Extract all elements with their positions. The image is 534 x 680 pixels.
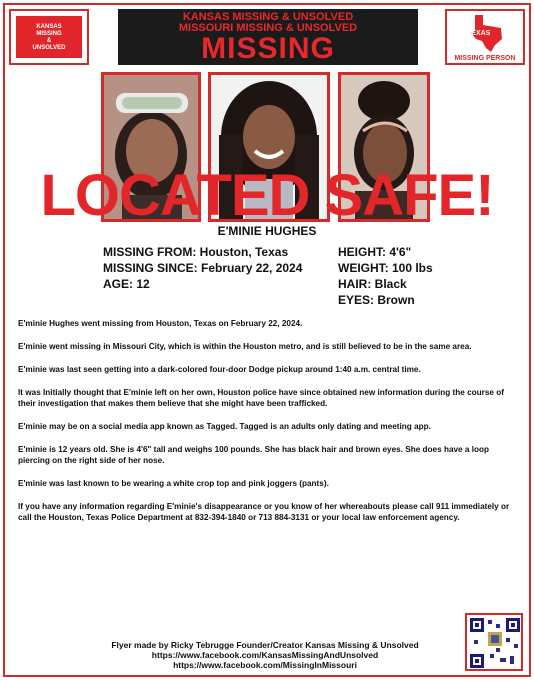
weight: WEIGHT: 100 lbs	[338, 261, 433, 275]
description-paragraph: It was Initially thought that E'minie left on her own, Houston police have since obtained new information during the course of their investigation that makes them believe that she might have been trafficked.	[18, 388, 504, 408]
logo-line: KANSAS	[36, 24, 62, 30]
description-paragraph: E'minie may be on a social media app known as Tagged. Tagged is an adults only dating and meeting app.	[18, 422, 431, 431]
missing-details	[103, 244, 302, 292]
banner-line-1: KANSAS MISSING & UNSOLVED	[182, 11, 354, 23]
banner-line-2: MISSOURI MISSING & UNSOLVED	[178, 22, 358, 34]
facebook-link-missouri[interactable]: https://www.facebook.com/MissingInMissouri	[173, 660, 357, 670]
kansas-missing-logo	[9, 9, 89, 65]
located-safe-overlay: LOCATED SAFE!	[40, 163, 494, 228]
flyer-footer	[40, 640, 490, 670]
description-paragraph: E'minie was last seen getting into a dark-colored four-door Dodge pickup around 1:40 a.m. central time.	[18, 365, 421, 374]
qr-code-icon[interactable]	[465, 613, 523, 671]
person-name: E'MINIE HUGHES	[217, 224, 317, 238]
description-paragraph: E'minie went missing in Missouri City, which is within the Houston metro, and is still believed to be in the same area.	[18, 342, 472, 351]
description-paragraph: If you have any information regarding E'minie's disappearance or you know of her whereabouts please call 911 immediately or call the Houston, Texas Police Department at 832-394-1840 or 713 884-3131 or your local law enforcement agency.	[18, 502, 510, 522]
missing-since: MISSING SINCE: February 22, 2024	[103, 261, 303, 275]
flyer-credit: Flyer made by Ricky Tebrugge Founder/Creator Kansas Missing & Unsolved	[111, 640, 419, 650]
eyes: EYES: Brown	[338, 293, 415, 307]
hair: HAIR: Black	[338, 277, 407, 291]
case-description	[18, 318, 523, 535]
kansas-state-icon	[16, 16, 82, 58]
physical-details	[338, 244, 433, 308]
header-banner	[118, 9, 418, 65]
missing-from: MISSING FROM: Houston, Texas	[103, 245, 289, 259]
age: AGE: 12	[103, 277, 150, 291]
description-paragraph: E'minie Hughes went missing from Houston, Texas on February 22, 2024.	[18, 319, 303, 328]
texas-missing-person-logo	[445, 9, 525, 65]
logo-missing-person-label: MISSING PERSON	[454, 55, 516, 62]
description-paragraph: E'minie is 12 years old. She is 4'6" tall and weighs 100 pounds. She has black hair and brown eyes. She does have a loop piercing on the right side of her nose.	[18, 445, 489, 465]
height: HEIGHT: 4'6"	[338, 245, 412, 259]
banner-title: MISSING	[201, 32, 335, 65]
logo-line: MISSING	[36, 31, 62, 37]
logo-line: UNSOLVED	[32, 45, 66, 51]
logo-state-label: TEXAS	[467, 30, 491, 37]
logo-line: &	[46, 38, 52, 44]
facebook-link-kansas[interactable]: https://www.facebook.com/KansasMissingAndUnsolved	[151, 650, 379, 660]
description-paragraph: E'minie was last known to be wearing a white crop top and pink joggers (pants).	[18, 479, 329, 488]
